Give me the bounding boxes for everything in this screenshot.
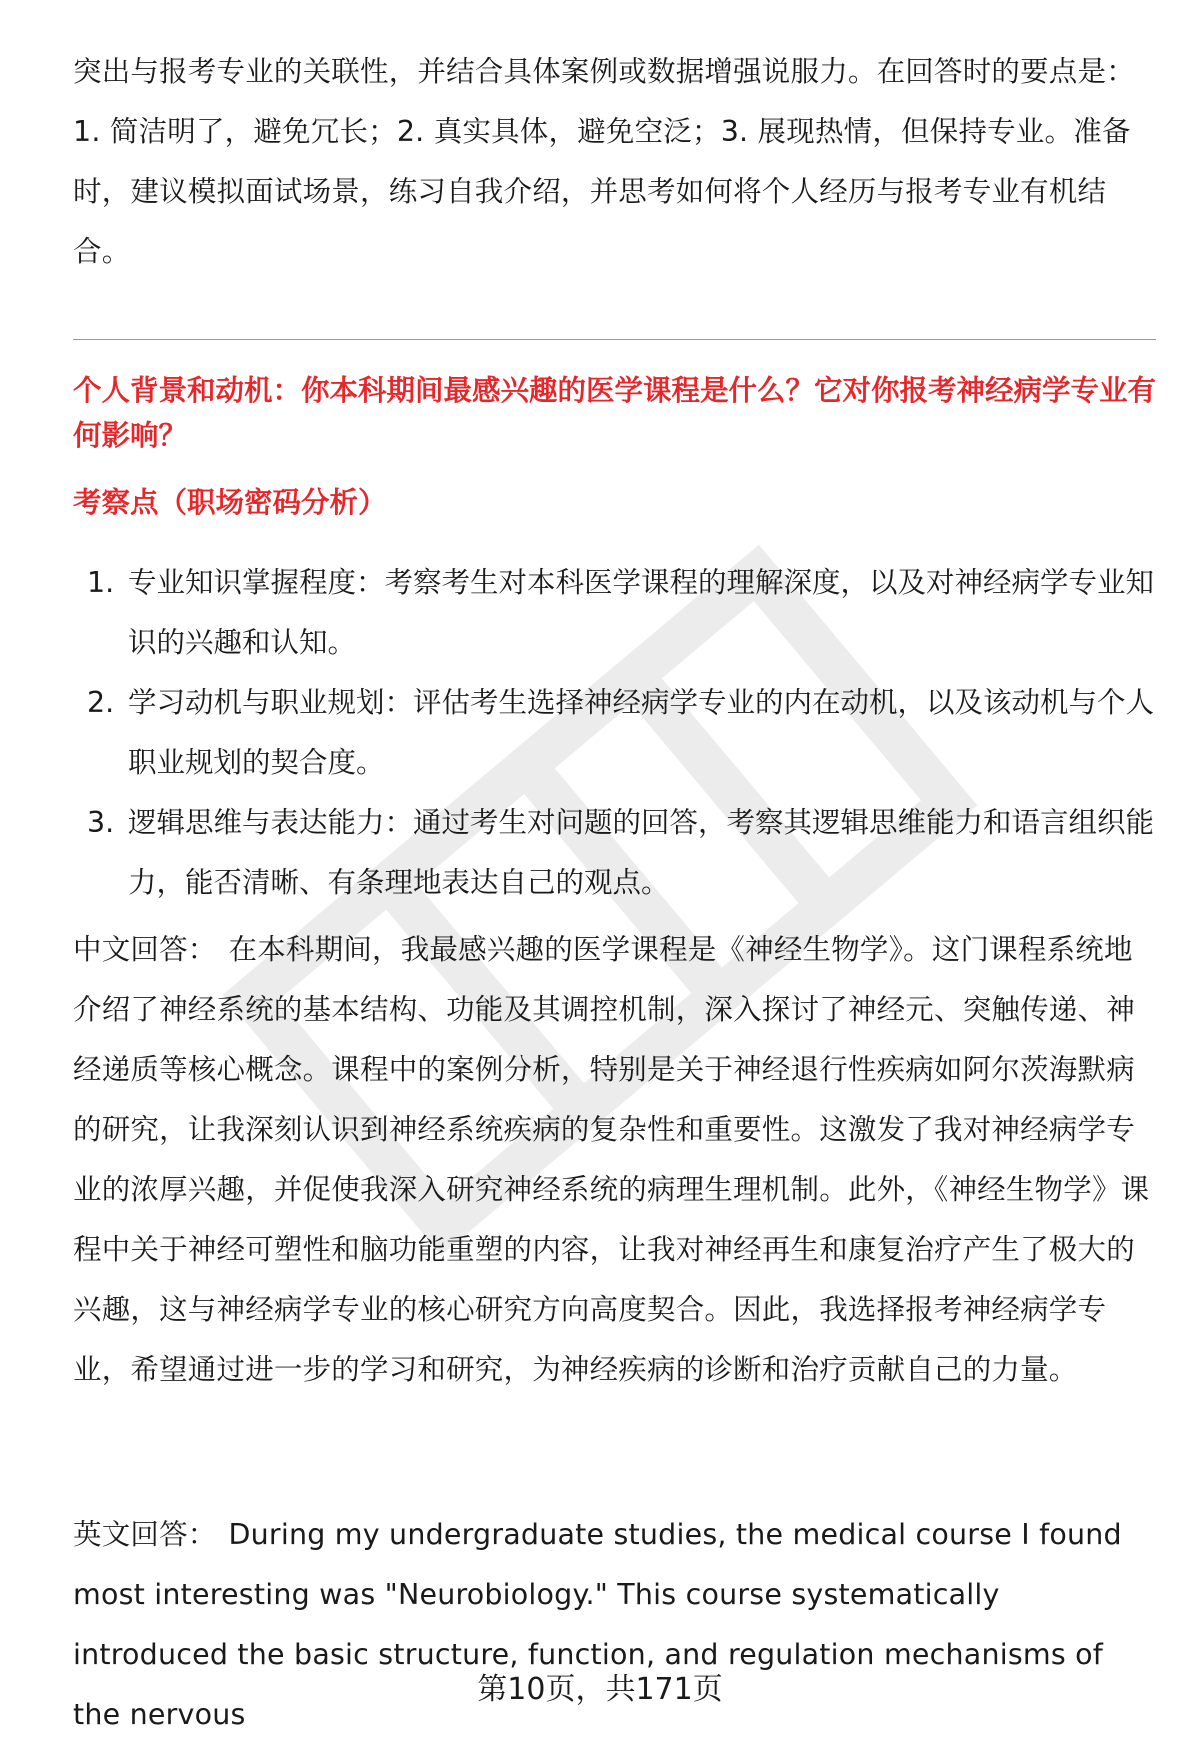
list-item bbox=[73, 553, 1156, 673]
list-item-number: 2. bbox=[87, 686, 115, 719]
english-answer-label: 英文回答： bbox=[73, 1518, 217, 1551]
english-answer-text: During my undergraduate studies, the medical course I found most interesting was "Neurobiology." This course systematically introduced the basic structure, function, and regulation mechanisms of the nervous bbox=[73, 1518, 1122, 1731]
question-heading: 个人背景和动机：你本科期间最感兴趣的医学课程是什么？它对你报考神经病学专业有何影响？ bbox=[73, 374, 1157, 452]
list-item bbox=[73, 793, 1156, 913]
section-divider bbox=[73, 339, 1156, 340]
assessment-heading: 考察点（职场密码分析） bbox=[73, 486, 387, 519]
list-item-text: 学习动机与职业规划：评估考生选择神经病学专业的内在动机，以及该动机与个人职业规划的契合度。 bbox=[128, 686, 1155, 779]
list-item bbox=[73, 673, 1156, 793]
page-footer: 第10页，共171页 bbox=[477, 1672, 723, 1707]
chinese-answer bbox=[73, 920, 1156, 1400]
list-item-number: 1. bbox=[87, 566, 115, 599]
list-item-number: 3. bbox=[87, 806, 115, 839]
chinese-answer-label: 中文回答： bbox=[73, 933, 217, 966]
chinese-answer-text: 在本科期间，我最感兴趣的医学课程是《神经生物学》。这门课程系统地介绍了神经系统的基本结构、功能及其调控机制，深入探讨了神经元、突触传递、神经递质等核心概念。课程中的案例分析，特别是关于神经退行性疾病如阿尔茨海默病的研究，让我深刻认识到神经系统疾病的复杂性和重要性。这激发了我对神经病学专业的浓厚兴趣，并促使我深入研究神经系统的病理生理机制。此外，《神经生物学》课程中关于神经可塑性和脑功能重塑的内容，让我对神经再生和康复治疗产生了极大的兴趣，这与神经病学专业的核心研究方向高度契合。因此，我选择报考神经病学专业，希望通过进一步的学习和研究，为神经疾病的诊断和治疗贡献自己的力量。 bbox=[73, 933, 1150, 1386]
list-item-text: 专业知识掌握程度：考察考生对本科医学课程的理解深度，以及对神经病学专业知识的兴趣和认知。 bbox=[128, 566, 1155, 659]
assessment-list bbox=[73, 553, 1156, 913]
list-item-text: 逻辑思维与表达能力：通过考生对问题的回答，考察其逻辑思维能力和语言组织能力，能否清晰、有条理地表达自己的观点。 bbox=[128, 806, 1155, 899]
intro-paragraph: 突出与报考专业的关联性，并结合具体案例或数据增强说服力。在回答时的要点是：1. 简洁明了，避免冗长；2. 真实具体，避免空泛；3. 展现热情，但保持专业。准备时，建议模拟面试场景，练习自我介绍，并思考如何将个人经历与报考专业有机结合。 bbox=[73, 55, 1135, 268]
